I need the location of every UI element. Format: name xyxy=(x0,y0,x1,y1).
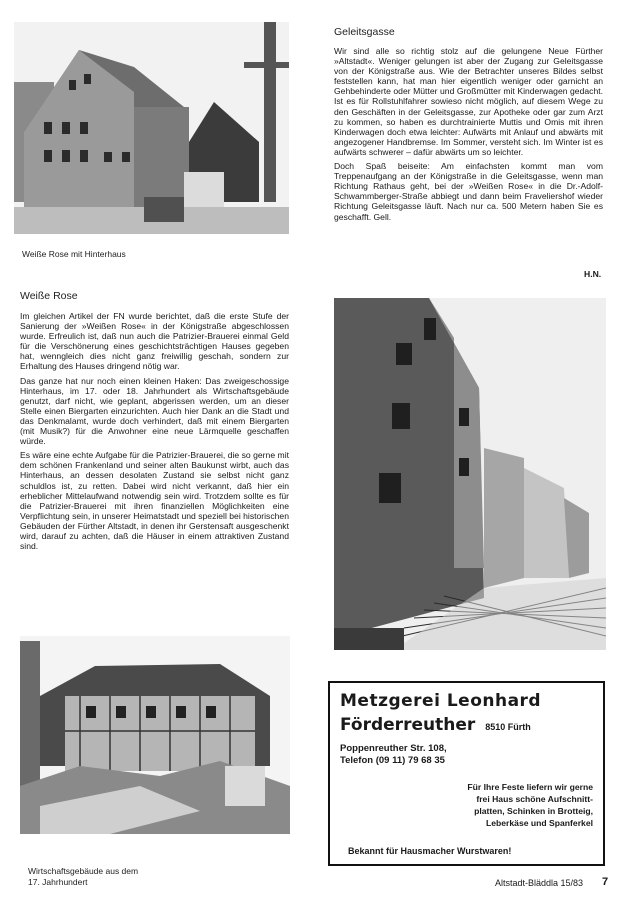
footer-page-number: 7 xyxy=(602,876,609,888)
footer-publication: Altstadt-Bläddla 15/83 xyxy=(495,878,584,888)
advert-offer-line-4: Leberkäse und Spanferkel xyxy=(486,818,593,828)
geleitsgasse-title: Geleitsgasse xyxy=(334,26,395,38)
photo-geleitsgasse-stairs-image xyxy=(334,298,606,650)
geleitsgasse-body xyxy=(334,46,603,226)
photo-wirtschaftsgebaeude-caption-2: 17. Jahrhundert xyxy=(28,877,88,887)
weisse-rose-paragraph-2: Das ganze hat nur noch einen kleinen Haken: Das zweigeschossige Hinterhaus, im 17. oder 18. Jahrhundert als Wirtschaftsgebäude genutzt, darf nicht, wie geplant, abgerissen werden, um an dieser Stelle einen Biergarten einzurichten. Auch hier Dank an die Stadt und das Denkmalamt, wurde doch verhindert, daß mit einem Biergarten (mit Musik?) für die Anwohner eine neue Lärmquelle geschaffen würde. xyxy=(20,375,289,447)
advert-offer-line-1: Für Ihre Feste liefern wir gerne xyxy=(467,782,593,792)
weisse-rose-body xyxy=(20,311,289,555)
weisse-rose-title: Weiße Rose xyxy=(20,290,78,302)
advert-street: Poppenreuther Str. 108, xyxy=(340,743,447,754)
advert-city: 8510 Fürth xyxy=(485,722,531,732)
weisse-rose-paragraph-1: Im gleichen Artikel der FN wurde berichtet, daß die erste Stufe der Sanierung der »Weißen Rose« in der Königstraße abgeschlossen wurde. Erfreulich ist, daß nun auch die Patrizier-Brauerei einmal Geld für die Verschönerung eines geschichtsträchtigen Hauses gegeben hat, wenngleich dies nicht ganz freiwillig geschah, sondern zur Erhaltung des Hauses dringend nötig war. xyxy=(20,311,289,372)
advert-owner-row xyxy=(340,715,593,735)
geleitsgasse-paragraph-2: Doch Spaß beiseite: Am einfachsten kommt man vom Treppenaufgang an der Königstraße in die Geleitsgasse, wenn man Richtung Rathaus geht, bei der »Weißen Rose« in die Dr.-Adolf-Schwammberger-Straße abbiegt und dann beim Fraveliershof wieder Richtung Geleitsgasse läuft. Nach nur ca. 500 Metern haben Sie es geschafft. Gell. xyxy=(334,161,603,222)
advert-offer-line-2: frei Haus schöne Aufschnitt- xyxy=(476,794,593,804)
advert-offer xyxy=(340,781,593,829)
weisse-rose-paragraph-3: Es wäre eine echte Aufgabe für die Patrizier-Brauerei, die so gerne mit dem schönen Frankenland und seiner alten Baukunst wirbt, auch das Hinterhaus, an dessen desolaten Zustand sie selbst nicht ganz schuldlos ist, zu retten. Dabei wird nicht verkannt, daß hier ein erheblicher Mittelaufwand notwendig sein wird. Trotzdem sollte es für die Patrizier-Brauerei mit ihren finanziellen Möglichkeiten eine Verpflichtung sein, in unserer Heimatstadt und speziell bei historischen Gebäuden der Fürther Altstadt, in denen ihr Gerstensaft ausgeschenkt wird, darauf zu achten, daß die Häuser in einem attraktiven Zustand sind. xyxy=(20,450,289,552)
geleitsgasse-paragraph-1: Wir sind alle so richtig stolz auf die gelungene Neue Fürther »Altstadt«. Weniger gelungen ist aber der Zugang zur Geleitsgasse von der Königstraße aus. Wie der Betrachter unseres Bildes selbst feststellen kann, hat man hier eigentlich weniger oder garnicht an Gehbehinderte oder Mütter und Großmütter mit Kinderwagen gedacht. Ist es für Rollstuhlfahrer sowieso nicht möglich, auf diesem Wege zu den Geschäften in der Geleitsgasse, zur Apotheke oder gar zum Arzt zu kommen, so haben es durchtrainierte Muttis und Omis mit ihren Kinderwagen doch etwa leichter: Aufwärts mit Anlauf und abwärts mit angezogener Handbremse. Im Sommer, versteht sich. Im Winter ist es aufwärts schwerer – dafür abwärts um so leichter. xyxy=(334,46,603,157)
advert-slogan: Bekannt für Hausmacher Wurstwaren! xyxy=(348,846,512,856)
geleitsgasse-signature: H.N. xyxy=(584,269,602,279)
photo-wirtschaftsgebaeude-image xyxy=(20,636,290,834)
photo-geleitsgasse-stairs xyxy=(334,298,606,650)
photo-wirtschaftsgebaeude-caption-1: Wirtschaftsgebäude aus dem xyxy=(28,866,139,876)
advert-metzgerei xyxy=(328,681,605,866)
photo-weisse-rose-caption: Weiße Rose mit Hinterhaus xyxy=(22,249,126,259)
advert-owner-name: Förderreuther xyxy=(340,715,476,735)
photo-wirtschaftsgebaeude xyxy=(20,636,290,834)
advert-offer-line-3: platten, Schinken in Brotteig, xyxy=(474,806,593,816)
advert-business-name: Metzgerei Leonhard xyxy=(340,691,542,711)
advert-phone: Telefon (09 11) 79 68 35 xyxy=(340,755,445,766)
photo-weisse-rose xyxy=(14,22,289,234)
photo-weisse-rose-image xyxy=(14,22,289,234)
